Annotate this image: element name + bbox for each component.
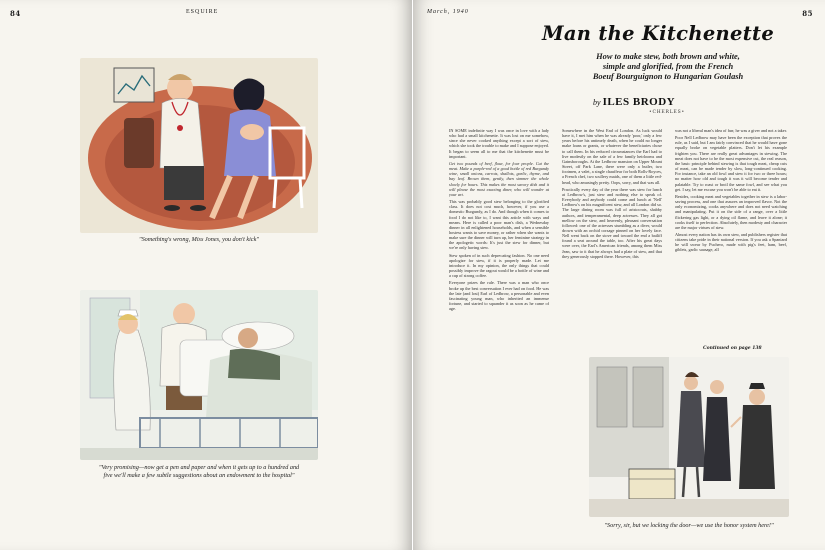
article-column-3: [675, 128, 787, 342]
ornament: •CHERLES•: [649, 110, 685, 115]
page-number: 84: [10, 9, 21, 18]
cartoon-bottom-caption-line2: five we'll make a few subtle suggestions about an endowment to the hospital": [103, 472, 295, 479]
author-name: ILES BRODY: [602, 96, 676, 108]
continued-note: Continued on page 138: [703, 346, 762, 351]
byline: [593, 96, 793, 108]
cartoon-travelers-illustration: [589, 357, 789, 517]
paragraph: Practically every day of the year there was stew for lunch at Ledbrow's, just stew and nothing else to speak of. Everybody and anybody could come and lunch at 'Nell' Ledbrow's on his magnificent stew, and all London did so. The large dining room was full of aristocrats, shabby authors, and temperamental, deep actresses. They all got mellow on the stew, and heavenly, pleasant conversation followed: one of the actresses stumbling as a diver, would drown with an orchid corsage pinned on her lovely face. Nell went back on the stove and toward the end a bailiff found a seat around the table, too. After his great days were over, the Earl's American friends, among them Miss Jean, saw to it that he always had a plate of stew, and that they generously stopped there. However, this: [562, 186, 662, 259]
running-head: ESQUIRE: [186, 9, 219, 15]
paragraph: IN SOME indefinite way I was once in love with a lady who had a small kitchenette. It was lost on me somehow, since she never cooked anything except a sort of stew, which she took the trouble to make and I suppose enjoyed. It began to seem all to me that the kitchenette must be important.: [449, 128, 549, 159]
paragraph: Somewhere in the West End of London. As luck would have it, I met him when he was already 'poor,' only a few years before his untimely death, when he could no longer make loans or grants, or whatever the beneficiaries chose to call them. In his reduced circumstances the Earl had to live modestly on the sale of a few family heirlooms and Gainsboroughs. At the Ledbrow mansion on Upper Mount Street, off Park Lane, there were only a butler, two footmen, a valet, a single chauffeur for both Rolls-Royces, a French chef, two scullery maids, one of them a little red-head, who amusingly pretty. Oops, sorry, and that was all.: [562, 128, 662, 185]
paragraph: was not a liberal man's idea of fun; he was a giver and not a taker.: [675, 128, 787, 133]
deck-line: Boeuf Bourguignon to Hungarian Goulash: [592, 71, 744, 81]
paragraph: This was probably good stew belonging to the glorified class. It does not cost much, however, if you use a domestic Burgundy, as I do. And though when it comes to food I do not like to, I want this article with ways and means. Here is called a poor man's dish, a Wednesday dinner in all enlightened households, and when a sensible hostess wants to save money, or rather when she wants to make sure the dinner will turn up, her feminine strategy in the apologetic words: It's just the stew for dinner, but we're only having stew.: [449, 199, 549, 251]
paragraph: Get two pounds of beef, flour, for four people. Cut the meat. Make a purple-red of a good bottle of red Burgundy wine, small onions, carrots, shallots, garlic, thyme, and bay leaf. Brown them, gently, then simmer the whole slowly for hours. This makes the most savory dish and it will please the most exacting diner, who will wonder at your art.: [449, 160, 549, 197]
deck-line: How to make stew, both brown and white,: [596, 52, 740, 61]
article-deck: [533, 52, 803, 82]
paragraph: Almost every nation has its own stew, and publishers register that citizens take pride in their national version. If you ask a Spaniard he will swear by Puchero, made with pig's feet, ham, beef, giblets, garlic sausage, all: [675, 231, 787, 253]
cartoon-hospital-illustration: [80, 290, 318, 460]
left-page: [0, 0, 412, 550]
article-column-1: [449, 128, 549, 538]
cartoon-top-caption: "Something's wrong, Miss Jones, you don't kick": [138, 236, 259, 243]
page-number: 85: [802, 9, 813, 18]
article-title: Man the Kitchenette: [541, 22, 775, 45]
article-column-2: [562, 128, 662, 350]
running-head-date: March, 1940: [427, 9, 469, 15]
cartoon-doctor-illustration: [80, 58, 318, 233]
paragraph: Poor Nell Ledbrow may have been the exception that proves the rule, as I said, but I am fairly convinced that he would have gone equally broke on vegetable platters. Don't let his example frighten you. There are really great advantages in stewing. The meat does not have to be the most expensive cut, the real reason, the basic principle behind stewing is that tough meat, cheap cuts of meat, can be made tender by slow, long-continued cooking. For instance, take an old fowl and stew it for two or three hours; no matter how old and tough it was it will become tender and palatable. Try to roast or broil the same fowl, and see what you get. I say, let me excuse you won't be able to eat it.: [675, 135, 787, 192]
cartoon-bottom-caption-line1: "Very promising—now get a pen and paper and when it gets up to a hundred and: [98, 464, 300, 471]
byline-prefix: by: [593, 98, 601, 107]
paragraph: Stew spoken of in such deprecating fashion. No one need apologize for stew, if it is properly made. Let me introduce it. In my opinion, the only things that could possibly improve the ragout would be a bottle of wine and a cup of strong coffee.: [449, 252, 549, 279]
paragraph: Besides, cooking meat and vegetables together in stew is a labor-saving process, and one that assures an improved flavor. Not the only economizing, cooks anywhere and does not need watching and manipulating. Put it on the side of a range, over a little flickering gas light, or a dying oil flame, and leave it alone; it cooks itself to perfection. Absolutely, then modesty and character are the major virtues of stew.: [675, 193, 787, 230]
paragraph: Everyone prizes the rule. There was a man who once broke up the best conversation I ever had on food. He was the late (and lost) Earl of Ledbrow, a personable and even fascinating young man, who inherited an immense fortune, and started to squander it as soon as he came of age.: [449, 280, 549, 312]
right-page: [413, 0, 825, 550]
cartoon-right-caption: "Sorry, sir, but we locking the door—we use the honor system here!": [604, 522, 774, 529]
deck-line: simple and glorified, from the French: [602, 61, 734, 71]
